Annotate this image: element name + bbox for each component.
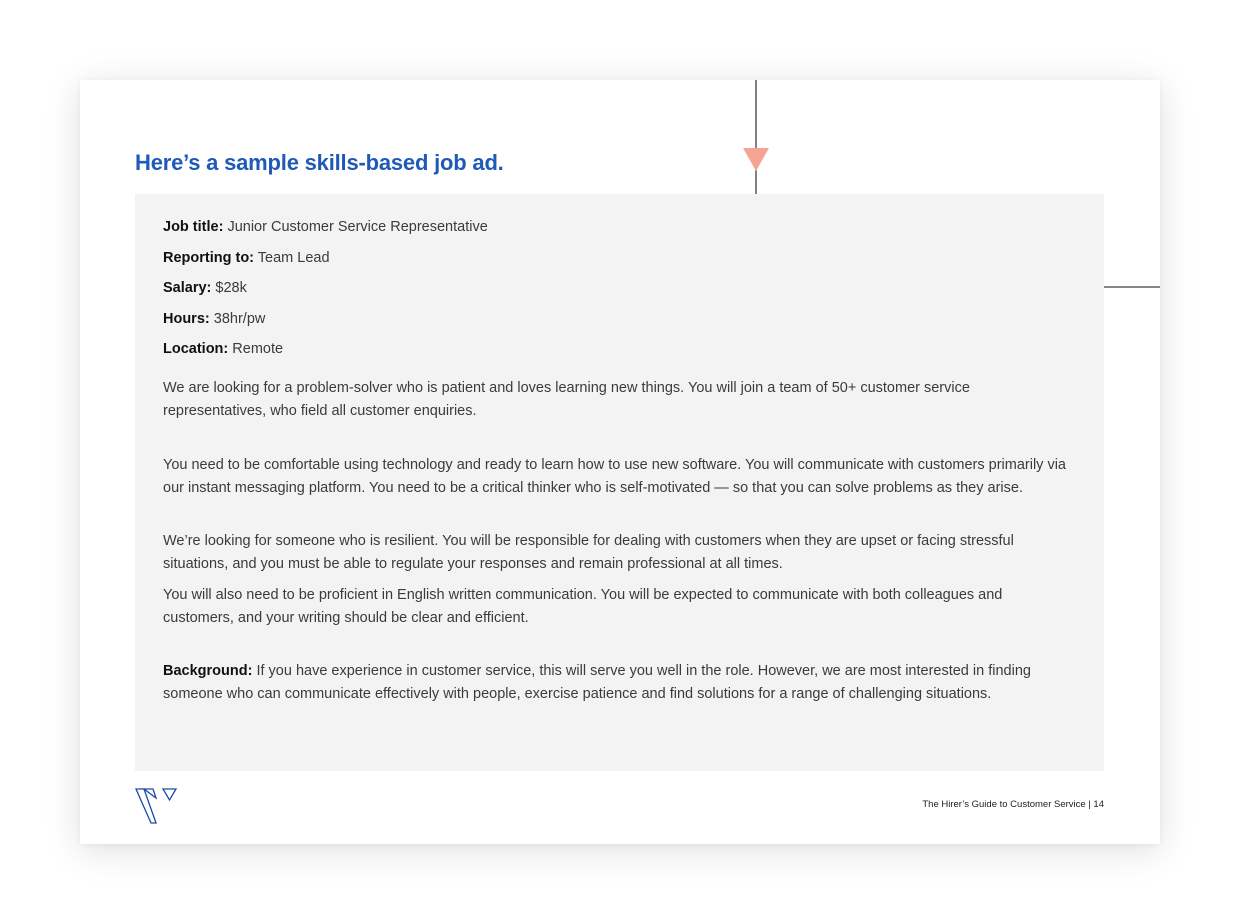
field-value: Junior Customer Service Representative: [223, 219, 488, 235]
paragraph-background: [163, 660, 1073, 706]
background-label: Background:: [163, 662, 253, 679]
hours-field: [163, 308, 1073, 339]
triangle-down-icon: [743, 148, 769, 171]
page-title: Here’s a sample skills-based job ad.: [135, 150, 504, 175]
location-field: [163, 338, 1073, 369]
field-label: Salary:: [163, 280, 212, 296]
reporting-to-field: [163, 247, 1073, 278]
paragraph-communication: You will also need to be proficient in English written communication. You will be expected to communicate with both colleagues and customers, and your writing should be clear and efficient.: [163, 586, 1003, 626]
salary-field: [163, 277, 1073, 308]
field-label: Job title:: [163, 219, 224, 235]
v-logo-icon: [135, 787, 179, 827]
field-label: Hours:: [163, 310, 210, 327]
field-value: Team Lead: [254, 249, 330, 266]
background-text: If you have experience in customer service, this will serve you well in the role. However, we are most interested in finding someone who can communicate effectively with people, exercise patience and find solutions for a range of challenging situations.: [163, 662, 1031, 702]
job-ad-box: [135, 194, 1104, 771]
paragraph-intro: We are looking for a problem-solver who is patient and loves learning new things. You will join a team of 50+ customer service representatives, who field all customer enquiries.: [163, 379, 970, 419]
field-label: Location:: [163, 341, 229, 357]
field-value: 38hr/pw: [209, 310, 266, 327]
job-title-field: [163, 216, 1073, 247]
paragraph-technology: You need to be comfortable using technology and ready to learn how to use new software. You will communicate with customers primarily via our instant messaging platform. You need to be a critical thinker who is self-motivated — so that you can solve problems as they arise.: [163, 456, 1066, 496]
job-ad-content: [163, 216, 1073, 706]
field-label: Reporting to:: [163, 249, 255, 266]
paragraph-resilience: We’re looking for someone who is resilient. You will be responsible for dealing with customers when they are upset or facing stressful situations, and you must be able to regulate your responses and remain professional at all times.: [163, 532, 1014, 572]
field-value: Remote: [228, 341, 284, 357]
document-page: [80, 80, 1160, 844]
field-value: $28k: [211, 280, 247, 296]
footer-page-label: The Hirer’s Guide to Customer Service | 14: [922, 799, 1104, 810]
